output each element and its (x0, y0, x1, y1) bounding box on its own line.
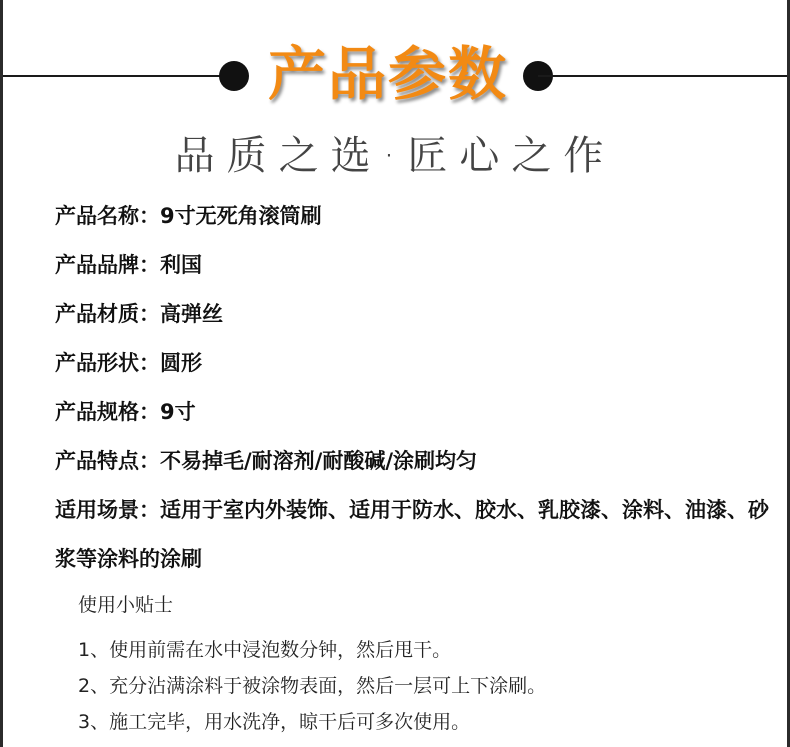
header-rule-right (538, 75, 787, 77)
param-row-name (55, 192, 775, 241)
section-subtitle: 品质之选·匠心之作 (174, 133, 616, 179)
param-row-size (55, 388, 775, 437)
param-value: 9寸 (160, 400, 196, 424)
param-row-material (55, 290, 775, 339)
param-label: 产品形状： (55, 351, 160, 375)
param-value: 适用于室内外装饰、适用于防水、胶水、乳胶漆、涂料、油漆、砂浆等涂料的涂刷 (55, 498, 769, 571)
param-value: 利国 (160, 253, 202, 277)
tips-list (78, 632, 768, 740)
tip-item: 2、充分沾满涂料于被涂物表面，然后一层可上下涂刷。 (78, 675, 547, 697)
param-label: 适用场景： (55, 498, 160, 522)
param-row-brand (55, 241, 775, 290)
param-label: 产品材质： (55, 302, 160, 326)
param-row-shape (55, 339, 775, 388)
param-value: 高弹丝 (160, 302, 223, 326)
tip-item: 3、施工完毕，用水洗净，晾干后可多次使用。 (78, 711, 471, 733)
usage-tips (78, 586, 768, 740)
header-rule-left (3, 75, 233, 77)
header-dot-left (219, 61, 249, 91)
section-title: 产品参数 (267, 40, 508, 108)
tip-item: 1、使用前需在水中浸泡数分钟，然后甩干。 (78, 639, 452, 661)
param-label: 产品特点： (55, 449, 160, 473)
param-row-features (55, 437, 775, 486)
param-row-usage (55, 486, 775, 584)
param-value: 不易掉毛/耐溶剂/耐酸碱/涂刷均匀 (160, 449, 478, 473)
param-value: 9寸无死角滚筒刷 (160, 204, 322, 228)
param-label: 产品规格： (55, 400, 160, 424)
params-list (55, 192, 775, 584)
param-label: 产品名称： (55, 204, 160, 228)
tips-title: 使用小贴士 (78, 594, 174, 616)
param-label: 产品品牌： (55, 253, 160, 277)
section-header (3, 35, 787, 115)
param-value: 圆形 (160, 351, 202, 375)
